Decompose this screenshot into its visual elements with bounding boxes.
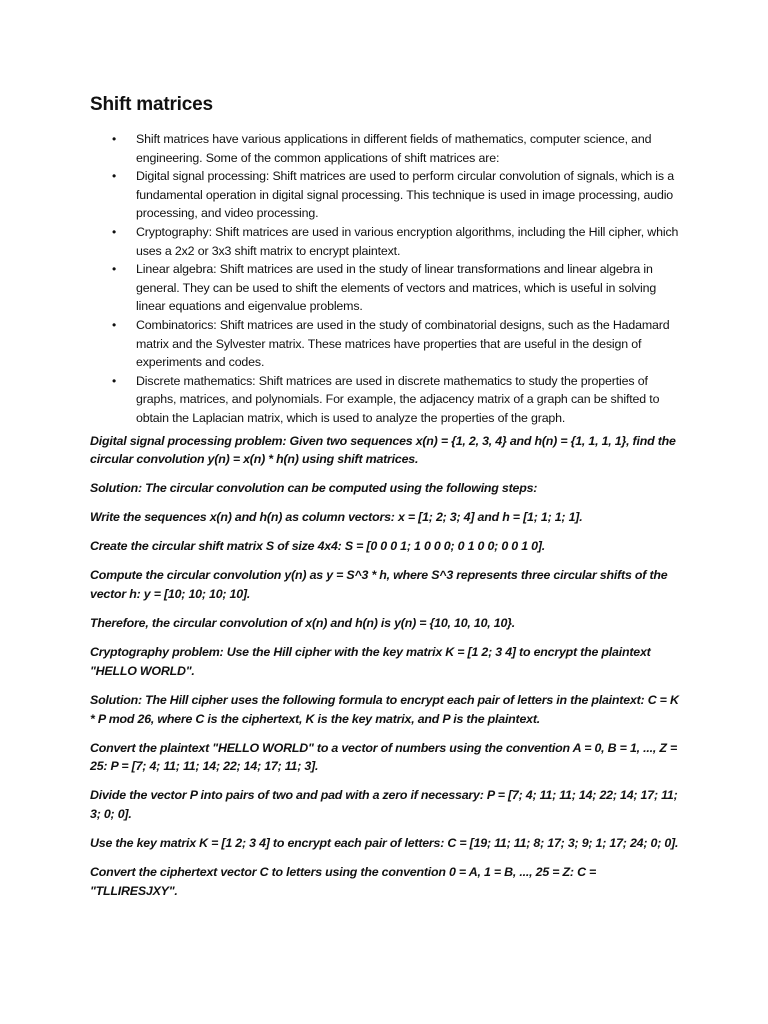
bullet-icon: • [112,373,117,388]
step-shift-matrix: Create the circular shift matrix S of size 4x4: S = [0 0 0 1; 1 0 0 0; 0 1 0 0; 0 0 1 0]. [90,539,545,554]
step-encrypt: Use the key matrix K = [1 2; 3 4] to encrypt each pair of letters: C = [19; 11; 11; 8; 17; 3; 9; 1; 17; 24; 0; 0]. [90,836,679,850]
bullet-icon: • [112,169,117,184]
problem-statement-crypto: Cryptography problem: Use the Hill cipher with the key matrix K = [1 2; 3 4] to encrypt the plaintext "HELLO WORLD". [90,645,651,678]
step-column-vectors: Write the sequences x(n) and h(n) as column vectors: x = [1; 2; 3; 4] and h = [1; 1; 1; 1]. [90,510,583,525]
step-divide-pairs: Divide the vector P into pairs of two and pad with a zero if necessary: P = [7; 4; 11; 11; 14; 22; 14; 17; 11; 3; 0; 0]. [90,788,678,821]
bullet-icon: • [112,132,117,146]
step-convert-ciphertext: Convert the ciphertext vector C to letters using the convention 0 = A, 1 = B, ..., 25 = Z: C = "TLLIRESJXY". [90,865,597,898]
page-title: Shift matrices [90,94,213,115]
bullet-icon: • [112,262,117,277]
list-item [90,260,682,316]
bullet-icon: • [112,224,117,239]
step-compute-convolution: Compute the circular convolution y(n) as y = S^3 * h, where S^3 represents three circular shifts of the vector h: y = [10; 10; 10; 10]. [90,568,668,602]
list-item-text: Combinatorics: Shift matrices are used in the study of combinatorial designs, such as the Hadamard matrix and the Sylvester matrix. These matrices have properties that are useful in the design of experiments and codes. [136,317,670,370]
list-item-text: Discrete mathematics: Shift matrices are used in discrete mathematics to study the properties of graphs, matrices, and polynomials. For example, the adjacency matrix of a graph can be shifted to obtain the Laplacian matrix, which is used to analyze the properties of the graph. [136,373,660,425]
list-item-text: Digital signal processing: Shift matrices are used to perform circular convolution of signals, which is a fundamental operation in digital signal processing. This technique is used in image processing, audio processing, and video processing. [136,169,674,221]
list-item [90,167,682,223]
list-item [90,223,682,260]
problem-statement-dsp: Digital signal processing problem: Given two sequences x(n) = {1, 2, 3, 4} and h(n) = {1, 1, 1, 1}, find the circular convolution y(n) = x(n) * h(n) using shift matrices. [90,433,676,467]
conclusion-dsp: Therefore, the circular convolution of x(n) and h(n) is y(n) = {10, 10, 10, 10}. [90,616,515,631]
list-item-text: Shift matrices have various applications in different fields of mathematics, computer science, and engineering. Some of the common applications of shift matrices are: [136,132,652,165]
solution-intro-crypto: Solution: The Hill cipher uses the following formula to encrypt each pair of letters in the plaintext: C = K * P mod 26, where C is the ciphertext, K is the key matrix, and P is the plaintext. [90,692,679,726]
step-convert-plaintext: Convert the plaintext "HELLO WORLD" to a vector of numbers using the convention A = 0, B = 1, ..., Z = 25: P = [7; 4; 11; 11; 14; 22; 14; 17; 11; 3]. [90,740,677,774]
list-item [90,372,682,428]
solution-intro-dsp: Solution: The circular convolution can be computed using the following steps: [90,481,538,496]
list-item [90,130,682,167]
list-item [90,316,682,372]
list-item-text: Cryptography: Shift matrices are used in various encryption algorithms, including the Hill cipher, which uses a 2x2 or 3x3 shift matrix to encrypt plaintext. [136,224,679,258]
bullet-icon: • [112,317,117,332]
document-page [90,92,682,911]
list-item-text: Linear algebra: Shift matrices are used in the study of linear transformations and linear algebra in general. They can be used to shift the elements of vectors and matrices, which is useful in solving linear equations and eigenvalue problems. [136,262,657,314]
bullet-list [90,130,682,428]
